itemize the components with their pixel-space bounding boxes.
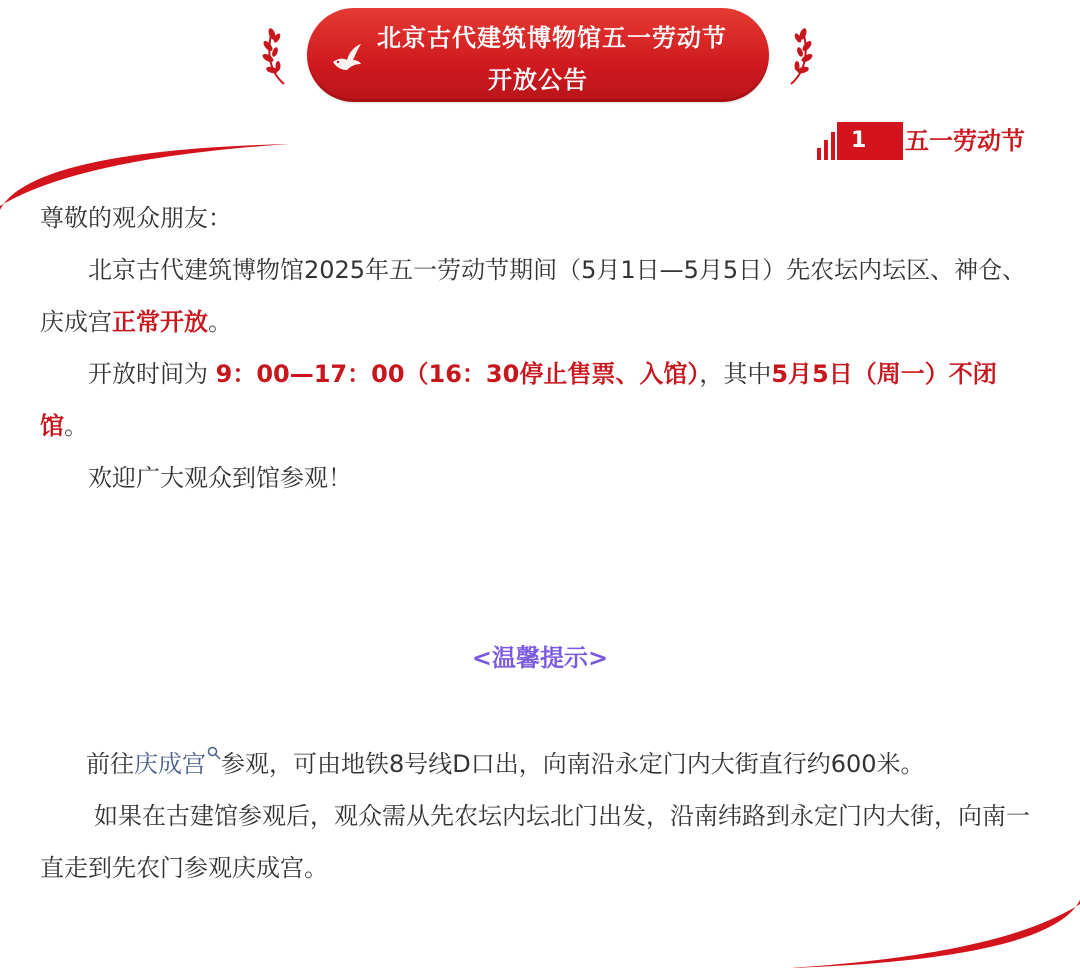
section-number: 1 [837, 122, 903, 160]
p2-date: 5月5日（周一）不闭馆 [40, 360, 997, 440]
p3-text: 欢迎广大观众到馆参观！ [88, 464, 352, 492]
p1-text: 北京古代建筑博物馆2025年五一劳动节期间（5月1日—5月5日）先农坛内坛区、神仓、庆成宫 [40, 256, 1027, 336]
tips-paragraph-1 [40, 738, 1040, 790]
tips-paragraph-2 [40, 790, 1040, 894]
notice-paragraph-2 [40, 348, 1040, 452]
bar-stripes-icon [815, 130, 837, 160]
section-header [815, 122, 1045, 162]
p2-mid: ，其中 [699, 360, 772, 388]
notice-paragraph-1 [40, 244, 1040, 348]
p1-highlight: 正常开放 [112, 308, 208, 336]
banner-title-line1: 北京古代建筑博物馆五一劳动节 [377, 24, 727, 52]
tips-title: <温馨提示> [471, 644, 609, 672]
banner-title-line2: 开放公告 [488, 66, 588, 94]
notice-paragraph-3 [40, 452, 1040, 504]
tips-p1-start: 前往 [86, 750, 134, 778]
p1-end: 。 [208, 308, 232, 336]
tips-p1-rest: 参观，可由地铁8号线D口出，向南沿永定门内大街直行约600米。 [221, 750, 925, 778]
tips-p2-text: 如果在古建馆参观后，观众需从先农坛内坛北门出发，沿南纬路到永定门内大街，向南一直走到先农门参观庆成宫。 [40, 802, 1030, 882]
section-title: 五一劳动节 [905, 127, 1025, 155]
search-icon[interactable] [207, 746, 221, 760]
laurel-left-icon [262, 24, 292, 86]
decorative-swoosh-bottom [790, 900, 1080, 972]
p2-end: 。 [64, 412, 88, 440]
p2-start: 开放时间为 [88, 360, 216, 388]
qingchenggong-link[interactable]: 庆成宫 [134, 750, 206, 778]
p2-time: 9：00—17：00（16：30停止售票、入馆） [215, 360, 700, 388]
title-banner [307, 8, 769, 102]
laurel-right-icon [783, 24, 813, 86]
greeting [40, 192, 1040, 244]
greeting-text: 尊敬的观众朋友： [40, 204, 232, 232]
